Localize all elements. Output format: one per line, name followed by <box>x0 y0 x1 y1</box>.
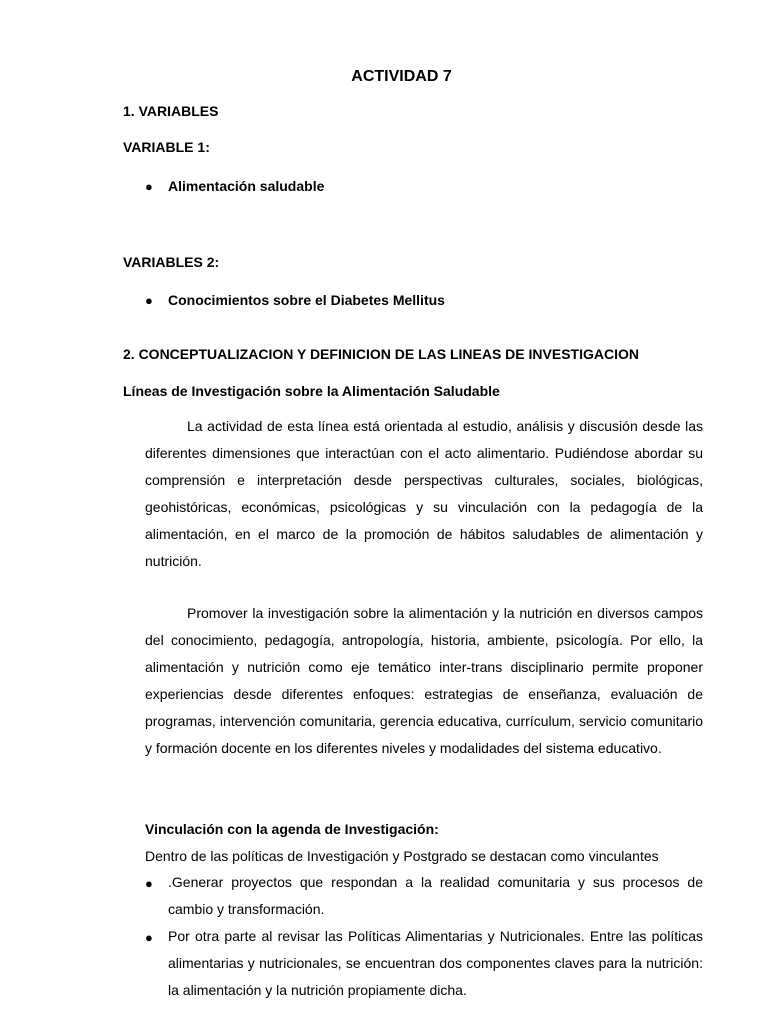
variable-1-label: VARIABLE 1: <box>123 139 210 155</box>
page-title: ACTIVIDAD 7 <box>351 68 452 85</box>
agenda-intro: Dentro de las políticas de Investigación y Postgrado se destacan como vinculantes <box>145 848 659 864</box>
bullet-icon: ● <box>145 179 153 194</box>
agenda-item: Por otra parte al revisar las Políticas Alimentarias y Nutricionales. Entre las políticas alimentarias y nutricionales, se encuentran dos componentes claves para la nutrición: la alimentación y la nutrición propiamente dicha. <box>168 928 703 998</box>
bullet-icon: ● <box>145 876 153 891</box>
agenda-item: .Generar proyectos que respondan a la realidad comunitaria y sus procesos de cambio y transformación. <box>168 874 703 917</box>
bullet-icon: ● <box>145 293 153 308</box>
agenda-heading: Vinculación con la agenda de Investigación: <box>145 821 439 837</box>
paragraph-1: La actividad de esta línea está orientada al estudio, análisis y discusión desde las diferentes dimensiones que interactúan con el acto alimentario. Pudiéndose abordar su comprensión e interpretación desde perspectivas culturales, sociales, biológicas, geohistóricas, económicas, psicológicas y su vinculación con la pedagogía de la alimentación, en el marco de la promoción de hábitos saludables de alimentación y nutrición. <box>145 418 703 569</box>
section-2-heading: 2. CONCEPTUALIZACION Y DEFINICION DE LAS LINEAS DE INVESTIGACION <box>123 346 639 362</box>
bullet-icon: ● <box>145 930 153 945</box>
section-2-subheading: Líneas de Investigación sobre la Alimentación Saludable <box>123 383 500 399</box>
variable-2-item: Conocimientos sobre el Diabetes Mellitus <box>168 292 445 308</box>
variable-2-label: VARIABLES 2: <box>123 254 220 270</box>
variable-1-item: Alimentación saludable <box>168 178 325 194</box>
section-1-heading: 1. VARIABLES <box>123 103 219 119</box>
paragraph-2: Promover la investigación sobre la alimentación y la nutrición en diversos campos del conocimiento, pedagogía, antropología, historia, ambiente, psicología. Por ello, la alimentación y nutrición como eje temático inter-trans disciplinario permite proponer experiencias desde diferentes enfoques: estrategias de enseñanza, evaluación de programas, intervención comunitaria, gerencia educativa, currículum, servicio comunitario y formación docente en los diferentes niveles y modalidades del sistema educativo. <box>145 605 703 756</box>
